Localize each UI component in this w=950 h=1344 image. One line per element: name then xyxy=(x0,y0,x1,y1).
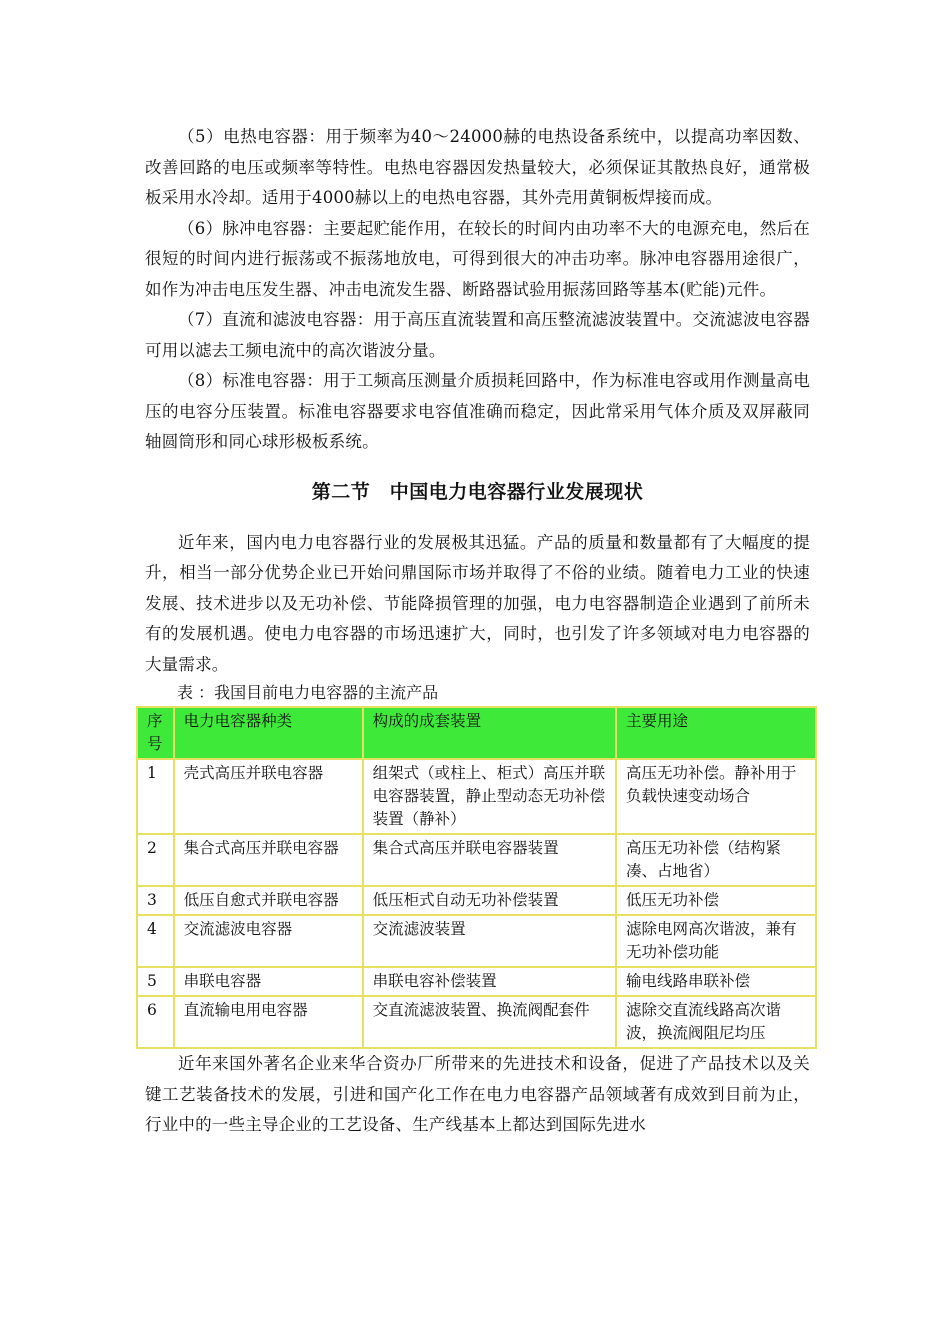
cell-index: 5 xyxy=(137,967,174,996)
cell-index: 6 xyxy=(137,996,174,1048)
cell-device: 交直流滤波装置、换流阀配套件 xyxy=(363,996,616,1048)
table-row xyxy=(137,834,816,886)
cell-use: 输电线路串联补偿 xyxy=(616,967,816,996)
capacitor-type-list xyxy=(145,122,810,458)
table-row xyxy=(137,915,816,967)
table-row xyxy=(137,996,816,1048)
cell-type: 集合式高压并联电容器 xyxy=(174,834,363,886)
paragraph-foreign-investment: 近年来国外著名企业来华合资办厂所带来的先进技术和设备，促进了产品技术以及关键工艺装备技术的发展，引进和国产化工作在电力电容器产品领域著有成效到目前为止，行业中的一些主导企业的工艺设备、生产线基本上都达到国际先进水 xyxy=(145,1054,810,1134)
header-cell-use: 主要用途 xyxy=(616,707,816,759)
cell-index: 4 xyxy=(137,915,174,967)
cell-type: 壳式高压并联电容器 xyxy=(174,759,363,834)
header-cell-type: 电力电容器种类 xyxy=(174,707,363,759)
section-title: 第二节 中国电力电容器行业发展现状 xyxy=(311,480,644,503)
cell-use: 高压无功补偿。静补用于负载快速变动场合 xyxy=(616,759,816,834)
table-row xyxy=(137,967,816,996)
cell-index: 3 xyxy=(137,886,174,915)
table-row xyxy=(137,759,816,834)
cell-device: 低压柜式自动无功补偿装置 xyxy=(363,886,616,915)
cell-use: 滤除交直流线路高次谐波，换流阀阻尼均压 xyxy=(616,996,816,1048)
table-caption: 表 ：我国目前电力电容器的主流产品 xyxy=(177,683,439,702)
cell-type: 串联电容器 xyxy=(174,967,363,996)
cell-use: 滤除电网高次谐波，兼有无功补偿功能 xyxy=(616,915,816,967)
paragraph-standard-capacitor: （8）标准电容器：用于工频高压测量介质损耗回路中，作为标准电容或用作测量高电压的电容分压装置。标准电容器要求电容值准确而稳定，因此常采用气体介质及双屏蔽同轴圆筒形和同心球形极板系统。 xyxy=(145,371,810,451)
paragraph-heating-capacitor: （5）电热电容器：用于频率为40～24000赫的电热设备系统中，以提高功率因数、改善回路的电压或频率等特性。电热电容器因发热量较大，必须保证其散热良好，通常极板采用水冷却。适用于4000赫以上的电热电容器，其外壳用黄铜板焊接而成。 xyxy=(145,127,810,207)
cell-device: 串联电容补偿装置 xyxy=(363,967,616,996)
header-cell-device: 构成的成套装置 xyxy=(363,707,616,759)
header-cell-index: 序号 xyxy=(137,707,174,759)
cell-device: 集合式高压并联电容器装置 xyxy=(363,834,616,886)
cell-type: 交流滤波电容器 xyxy=(174,915,363,967)
cell-type: 低压自愈式并联电容器 xyxy=(174,886,363,915)
cell-device: 组架式（或柱上、柜式）高压并联电容器装置，静止型动态无功补偿装置（静补） xyxy=(363,759,616,834)
cell-device: 交流滤波装置 xyxy=(363,915,616,967)
document-page xyxy=(145,122,810,1141)
cell-index: 2 xyxy=(137,834,174,886)
cell-type: 直流输电用电容器 xyxy=(174,996,363,1048)
cell-index: 1 xyxy=(137,759,174,834)
table-header-row xyxy=(137,707,816,759)
paragraph-industry-intro: 近年来，国内电力电容器行业的发展极其迅猛。产品的质量和数量都有了大幅度的提升，相当一部分优势企业已开始问鼎国际市场并取得了不俗的业绩。随着电力工业的快速发展、技术进步以及无功补偿、节能降损管理的加强，电力电容器制造企业遇到了前所未有的发展机遇。使电力电容器的市场迅速扩大，同时，也引发了许多领域对电力电容器的大量需求。 xyxy=(145,532,810,674)
table-row xyxy=(137,886,816,915)
paragraph-pulse-capacitor: （6）脉冲电容器：主要起贮能作用，在较长的时间内由功率不大的电源充电，然后在很短的时间内进行振荡或不振荡地放电，可得到很大的冲击功率。脉冲电容器用途很广，如作为冲击电压发生器、冲击电流发生器、断路器试验用振荡回路等基本(贮能)元件。 xyxy=(145,218,810,299)
products-table xyxy=(136,706,817,1049)
cell-use: 高压无功补偿（结构紧凑、占地省） xyxy=(616,834,816,886)
cell-use: 低压无功补偿 xyxy=(616,886,816,915)
paragraph-dc-filter-capacitor: （7）直流和滤波电容器：用于高压直流装置和高压整流滤波装置中。交流滤波电容器可用以滤去工频电流中的高次谐波分量。 xyxy=(145,310,810,360)
